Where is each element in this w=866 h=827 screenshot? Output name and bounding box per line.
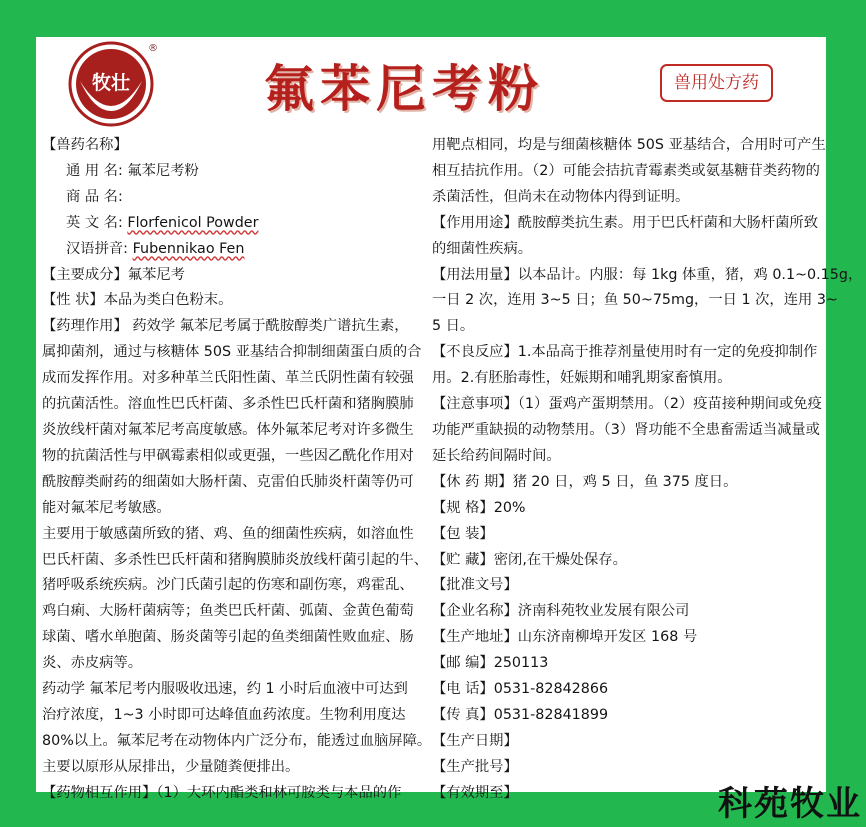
right-line: 【邮 编】250113 [432, 655, 549, 672]
generic-name-label: 通 用 名: [66, 162, 123, 179]
generic-name-row [42, 159, 427, 185]
right-line: 杀菌活性，但尚未在动物体内得到证明。 [432, 188, 690, 205]
right-line: 5 日。 [432, 318, 475, 335]
right-line: 【休 药 期】猪 20 日，鸡 5 日，鱼 375 度日。 [432, 473, 738, 490]
prescription-badge: 兽用处方药 [660, 64, 773, 102]
right-line: 【电 话】0531-82842866 [432, 681, 609, 698]
logo-emblem-icon [68, 41, 154, 127]
right-line: 【规 格】20% [432, 499, 526, 516]
brand-watermark: 科苑牧业 [718, 784, 862, 824]
pharm-line: 能对氟苯尼考敏感。 [42, 499, 171, 516]
property-value: 本品为类白色粉末。 [103, 292, 233, 309]
right-line: 的细菌性疾病。 [432, 240, 533, 257]
pharm-line: 药动学 氟苯尼考内服吸收迅速，约 1 小时后血液中可达到 [42, 681, 408, 698]
pharm-line: 的抗菌活性。溶血性巴氏杆菌、多杀性巴氏杆菌和猪胸膜肺 [42, 396, 414, 413]
pinyin-row [42, 237, 427, 263]
pharm-line: 80%以上。氟苯尼考在动物体内广泛分布，能透过血脑屏障。 [42, 732, 432, 749]
pharm-line: 【药物相互作用】（1）大环内酯类和林可胺类与本品的作 [42, 784, 402, 801]
pinyin-value: Fubennikao Fen [132, 240, 245, 257]
ingredient-label: 【主要成分】 [42, 266, 128, 283]
right-line: 【贮 藏】密闭,在干燥处保存。 [432, 551, 627, 568]
brand-logo [68, 41, 154, 127]
pharm-line: 球菌、嗜水单胞菌、肠炎菌等引起的鱼类细菌性败血症、肠 [42, 629, 414, 646]
pharm-line: 属抑菌剂，通过与核糖体 50S 亚基结合抑制细菌蛋白质的合 [42, 344, 422, 361]
right-line: 用。2.有胚胎毒性，妊娠期和哺乳期家畜慎用。 [432, 370, 732, 387]
pharm-line: 治疗浓度，1~3 小时即可达峰值血药浓度。生物利用度达 [42, 706, 406, 723]
right-line: 【生产地址】山东济南柳埠开发区 168 号 [432, 629, 698, 646]
right-line: 【传 真】0531-82841899 [432, 706, 609, 723]
english-name-value: Florfenicol Powder [127, 214, 259, 231]
english-name-label: 英 文 名: [66, 214, 123, 231]
right-line: 用靶点相同，均是与细菌核糖体 50S 亚基结合，合用时可产生 [432, 137, 826, 153]
ingredient-row [42, 263, 427, 289]
trade-name-label: 商 品 名: [66, 188, 123, 205]
right-line: 相互拮抗作用。（2）可能会拮抗青霉素类或氨基糖苷类药物的 [432, 162, 820, 179]
pharm-line: 巴氏杆菌、多杀性巴氏杆菌和猪胸膜肺炎放线杆菌引起的牛、 [42, 551, 429, 568]
right-line: 【作用用途】酰胺醇类抗生素。用于巴氏杆菌和大肠杆菌所致 [432, 214, 819, 231]
english-name-row [42, 211, 427, 237]
right-line: 延长给药间隔时间。 [432, 447, 561, 464]
right-column [432, 133, 863, 807]
right-line: 【不良反应】1.本品高于推荐剂量使用时有一定的免疫抑制作 [432, 344, 818, 361]
right-line: 【有效期至】 [432, 784, 518, 801]
right-line: 功能严重缺损的动物禁用。（3）肾功能不全患畜需适当减量或 [432, 421, 820, 438]
right-line: 【生产日期】 [432, 732, 518, 749]
left-column [42, 133, 432, 807]
trade-name-row [42, 185, 427, 211]
pharm-line: 物的抗菌活性与甲砜霉素相似或更强，一些因乙酰化作用对 [42, 447, 414, 464]
ingredient-value: 氟苯尼考 [127, 266, 185, 283]
right-line: 【生产批号】 [432, 758, 518, 775]
pharm-line: 酰胺醇类耐药的细菌如大肠杆菌、克雷伯氏肺炎杆菌等仍可 [42, 473, 414, 490]
vet-name-heading: 【兽药名称】 [42, 137, 128, 153]
property-label: 【性 状】 [42, 292, 104, 309]
logo-text: 牧壮 [91, 72, 131, 94]
pharm-line: 主要用于敏感菌所致的猪、鸡、鱼的细菌性疾病，如溶血性 [42, 525, 414, 542]
pharm-line: 炎、赤皮病等。 [42, 655, 143, 672]
right-line: 【批准文号】 [432, 577, 518, 594]
right-line: 【企业名称】济南科苑牧业发展有限公司 [432, 603, 690, 620]
pinyin-label: 汉语拼音: [66, 240, 129, 257]
product-title: 氟苯尼考粉 [264, 59, 544, 118]
right-line: 一日 2 次，连用 3~5 日；鱼 50~75mg，一日 1 次，连用 3~ [432, 292, 838, 309]
property-row [42, 288, 427, 314]
registered-mark: ® [148, 43, 158, 54]
pharm-line: 主要以原形从尿排出，少量随粪便排出。 [42, 758, 300, 775]
right-line: 【注意事项】（1）蛋鸡产蛋期禁用。（2）疫苗接种期间或免疫 [432, 396, 822, 413]
label-sheet [36, 37, 863, 801]
pharm-line: 成而发挥作用。对多种革兰氏阳性菌、革兰氏阴性菌有较强 [42, 370, 414, 387]
generic-name-value: 氟苯尼考粉 [127, 162, 199, 179]
pharm-line: 炎放线杆菌对氟苯尼考高度敏感。体外氟苯尼考对许多微生 [42, 421, 414, 438]
pharm-line: 【药理作用】 药效学 氟苯尼考属于酰胺醇类广谱抗生素， [42, 318, 409, 335]
right-line: 【用法用量】以本品计。内服：每 1kg 体重，猪，鸡 0.1~0.15g， [432, 266, 863, 283]
right-line: 【包 装】 [432, 525, 494, 542]
pharm-line: 鸡白痢、大肠杆菌病等；鱼类巴氏杆菌、弧菌、金黄色葡萄 [42, 603, 414, 620]
pharm-line: 猪呼吸系统疾病。沙门氏菌引起的伤寒和副伤寒，鸡霍乱、 [42, 577, 414, 594]
